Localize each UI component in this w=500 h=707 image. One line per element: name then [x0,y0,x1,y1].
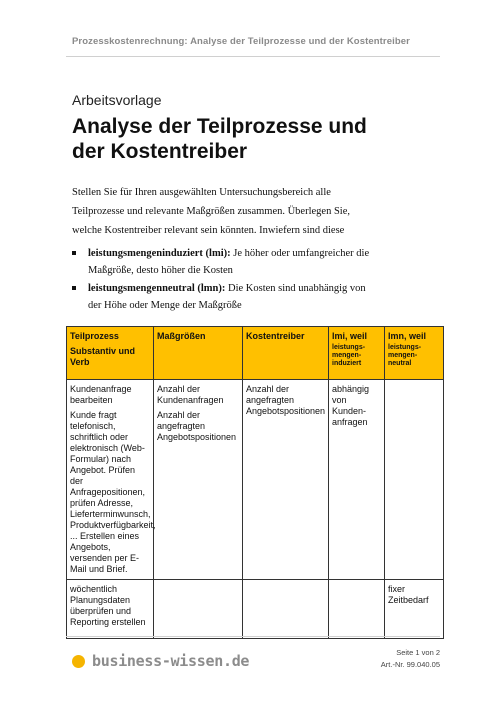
bullet-term: leistungsmengenneutral (lmn): [88,283,226,294]
header-divider [66,56,440,57]
bullet-term: leistungsmengeninduziert (lmi): [88,248,231,259]
header-sublabel: leistungs- mengen- neutral [388,344,422,367]
header-label: lmn, weil [388,331,427,341]
header-sublabel: Substantiv und Verb [70,346,135,367]
cell-lmn [385,380,444,580]
process-title: Kundenanfrage bearbeiten [70,384,132,405]
cell-lmn: fixer Zeitbedarf [385,580,444,639]
cell-massgroessen [154,580,243,639]
header-cell-massgroessen [154,327,243,380]
table-header-row [67,327,444,380]
document-title: Analyse der Teilprozesse und der Kostentreiber [72,115,367,163]
header-label: Maßgrößen [157,331,206,341]
header-cell-lmi [329,327,385,380]
square-bullet-icon [72,251,76,255]
cell-teilprozess [67,580,154,639]
square-bullet-icon [72,286,76,290]
cell-lmi [329,580,385,639]
article-number: Art.-Nr. 99.040.05 [380,660,440,669]
header-cell-kostentreiber [243,327,329,380]
header-sublabel: leistungs- mengen- induziert [332,344,366,367]
analysis-table [66,326,444,639]
cell-lmi: abhängig von Kunden-anfragen [329,380,385,580]
measure: Anzahl der angefragten Angebotspositionen [157,410,237,442]
list-item [72,280,372,314]
measure: Anzahl der Kundenanfragen [157,384,224,405]
brand-logo[interactable] [72,652,249,670]
process-title: wöchentlich Planungsdaten überprüfen und Reporting erstellen [70,584,146,627]
classification-list [72,245,372,315]
cell-kostentreiber [243,580,329,639]
list-item [72,245,372,279]
header-cell-lmn [385,327,444,380]
header-label: Kostentreiber [246,331,305,341]
header-cell-teilprozess [67,327,154,380]
header-label: Teilprozess [70,331,119,341]
logo-text: business-wissen.de [92,652,250,670]
footer-divider [66,636,440,637]
logo-dot-icon [72,655,85,668]
bullet-text: Die Kosten sind unabhängig von der Höhe oder Menge der Maßgröße [88,283,366,311]
cell-kostentreiber: Anzahl der angefragten Angebotspositionen [243,380,329,580]
cell-massgroessen [154,380,243,580]
process-detail: Kunde fragt telefonisch, schriftlich oder elektronisch (Web-Formular) nach Angebot. Prüfen der Anfragepositionen, prüfen Adresse, Lieferterminwunsch, Produktverfügbarkeit, ... Erstellen eines Angebots, versenden per E-Mail und Brief. [70,410,156,574]
bullet-text: Je höher oder umfangreicher die Maßgröße, desto höher die Kosten [88,248,370,276]
table-row [67,580,444,639]
document-kicker: Arbeitsvorlage [72,92,162,108]
header-label: lmi, weil [332,331,368,341]
cell-teilprozess [67,380,154,580]
table-row [67,380,444,580]
running-header: Prozesskostenrechnung: Analyse der Teilprozesse und der Kostentreiber [72,36,410,47]
intro-paragraph: Stellen Sie für Ihren ausgewählten Untersuchungsbereich alle Teilprozesse und relevante Maßgrößen zusammen. Überlegen Sie, welche Kostentreiber relevant sein könnten. Inwiefern sind diese [72,187,350,236]
page-number: Seite 1 von 2 [396,648,440,657]
